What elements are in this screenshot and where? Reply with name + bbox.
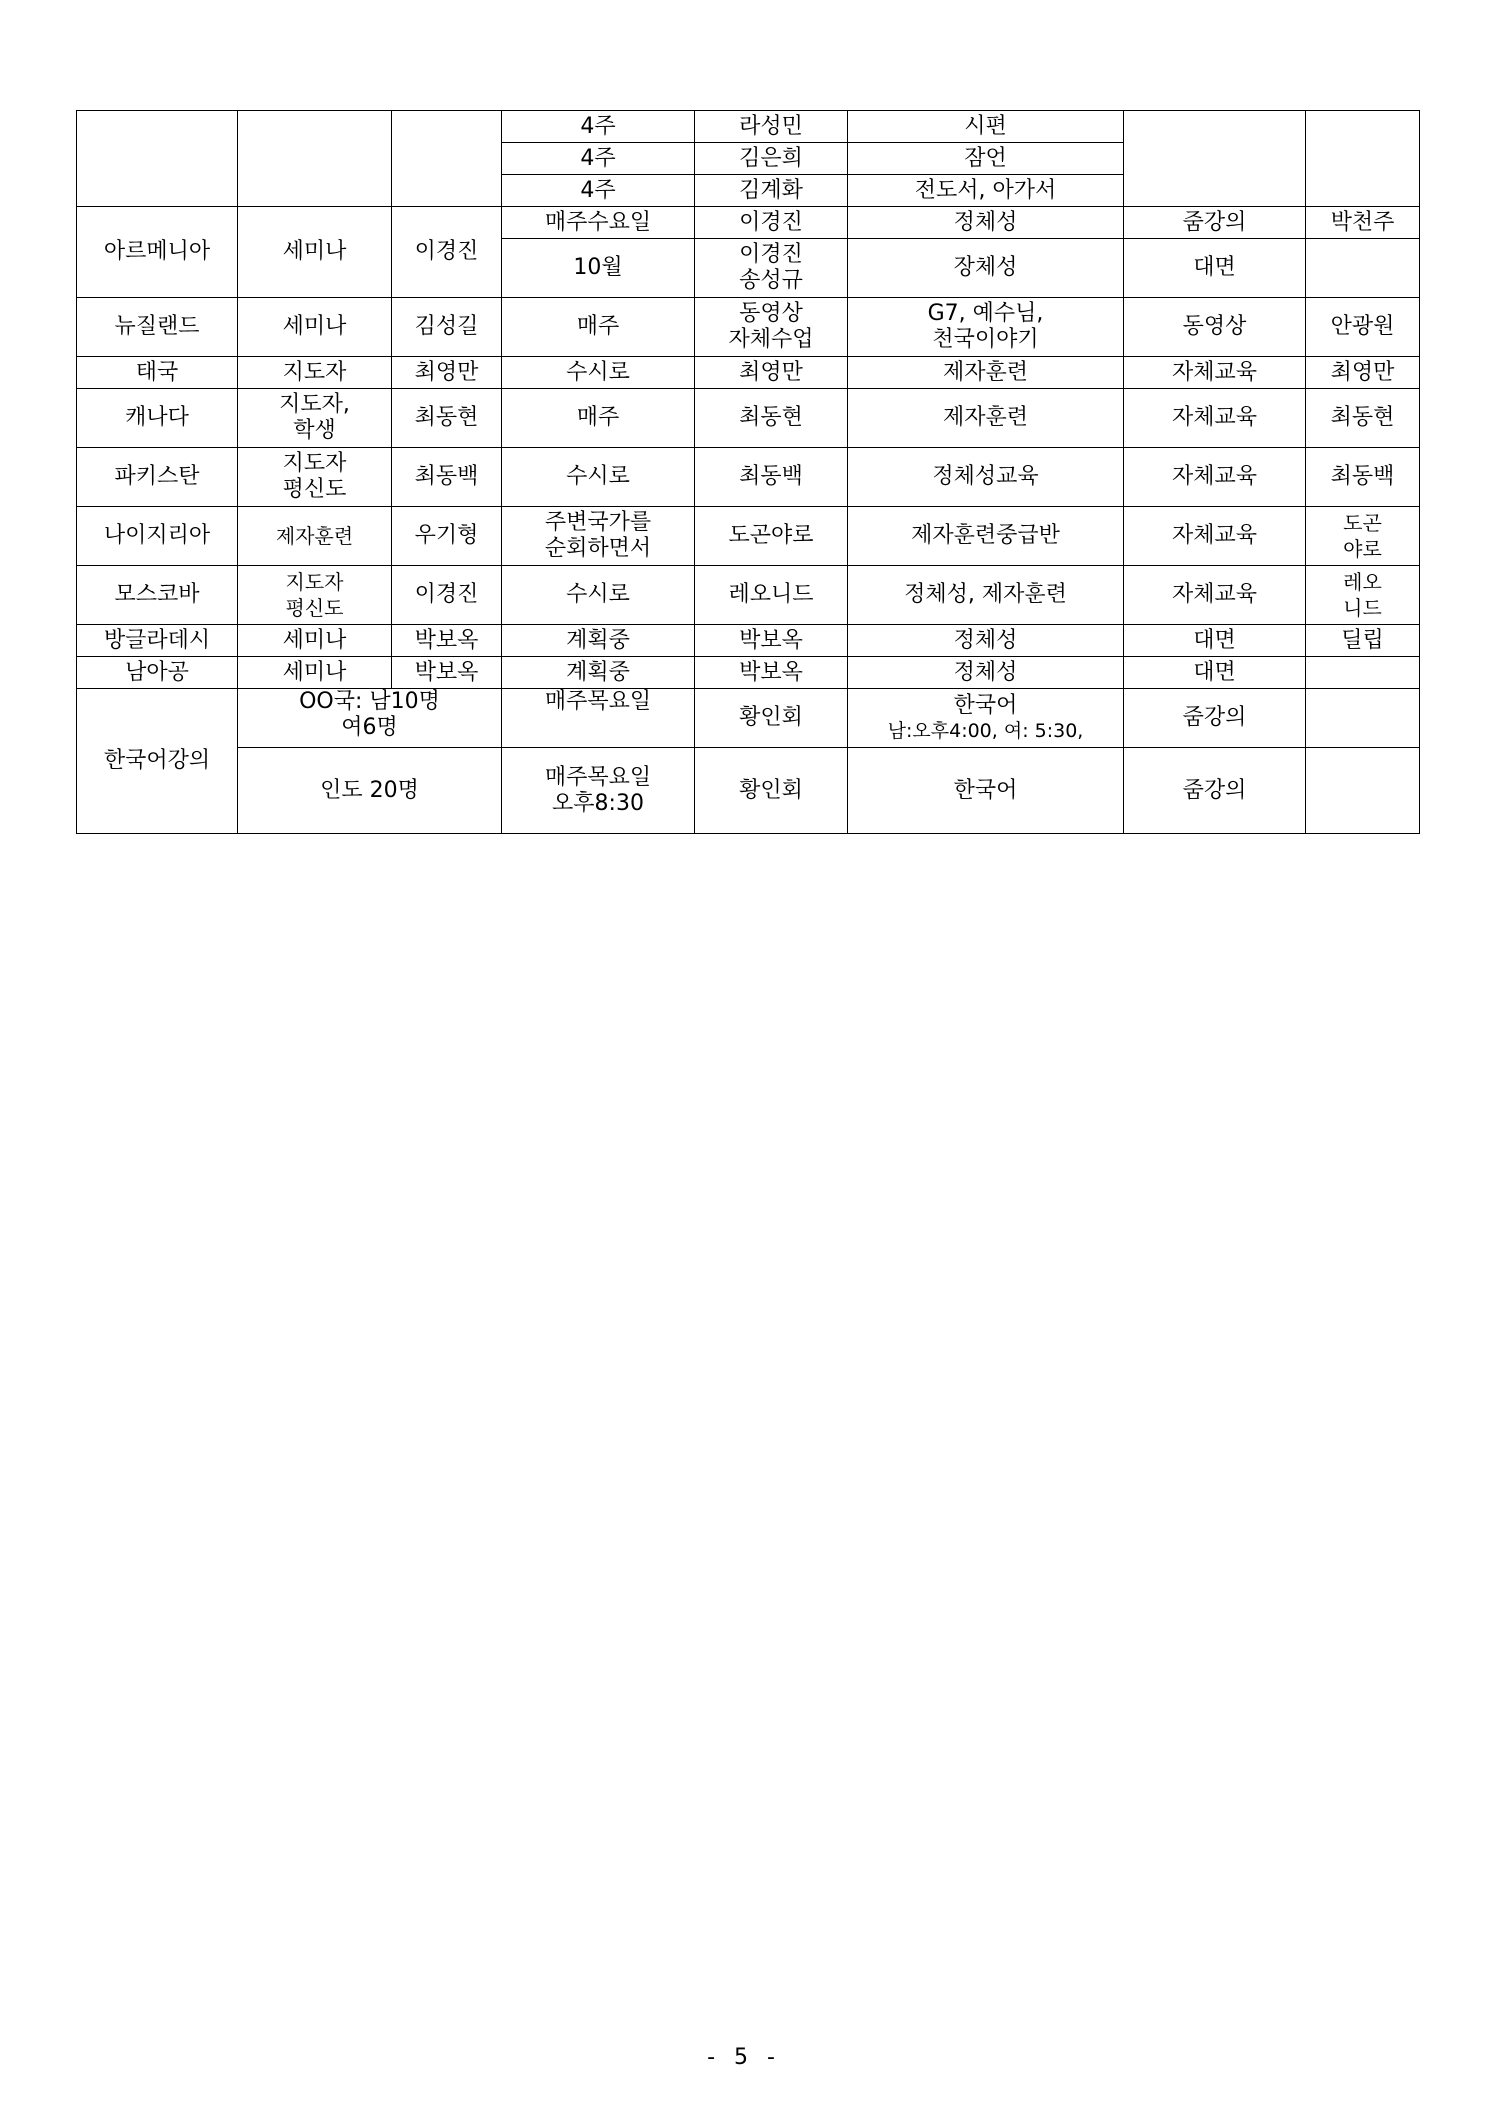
- instructor-cell: 최동백: [695, 448, 848, 507]
- manager-cell: 최영만: [392, 357, 502, 389]
- instructor-cell: 박보옥: [695, 625, 848, 657]
- content-cell: 전도서, 아가서: [848, 175, 1124, 207]
- manager-cell: 최동백: [392, 448, 502, 507]
- schedule-cell: 계획중: [502, 625, 695, 657]
- schedule-cell: 주변국가를 순회하면서: [502, 507, 695, 566]
- method-cell: [1124, 111, 1306, 207]
- country-cell: 파키스탄: [77, 448, 238, 507]
- target-cell: 제자훈련: [238, 507, 392, 566]
- instructor-cell: 김계화: [695, 175, 848, 207]
- schedule-cell: 수시로: [502, 357, 695, 389]
- schedule-cell: 10월: [502, 239, 695, 298]
- manager-cell: 김성길: [392, 298, 502, 357]
- table-row: [77, 357, 1420, 389]
- content-cell: 정체성: [848, 207, 1124, 239]
- table-row: [77, 207, 1420, 239]
- manager-cell: 이경진: [392, 566, 502, 625]
- instructor-cell: 이경진 송성규: [695, 239, 848, 298]
- method-cell: 대면: [1124, 239, 1306, 298]
- method-cell: 줌강의: [1124, 689, 1306, 748]
- content-cell: 한국어: [848, 748, 1124, 834]
- page-number: - 5 -: [707, 2045, 781, 2070]
- country-cell: 태국: [77, 357, 238, 389]
- contact-cell: [1306, 689, 1420, 748]
- schedule-cell: 수시로: [502, 566, 695, 625]
- instructor-cell: 최동현: [695, 389, 848, 448]
- country-cell: [77, 111, 238, 207]
- table-row: [77, 748, 1420, 834]
- manager-cell: 우기형: [392, 507, 502, 566]
- target-cell: OO국: 남10명 여6명: [238, 689, 502, 748]
- contact-cell: [1306, 239, 1420, 298]
- schedule-cell: 4주: [502, 143, 695, 175]
- contact-cell: [1306, 748, 1420, 834]
- instructor-cell: 도곤야로: [695, 507, 848, 566]
- method-cell: 자체교육: [1124, 507, 1306, 566]
- target-cell: 세미나: [238, 298, 392, 357]
- contact-cell: 최동백: [1306, 448, 1420, 507]
- schedule-cell: 매주목요일 오후8:30: [502, 748, 695, 834]
- contact-cell: [1306, 657, 1420, 689]
- manager-cell: 최동현: [392, 389, 502, 448]
- method-cell: 대면: [1124, 625, 1306, 657]
- content-cell: 장체성: [848, 239, 1124, 298]
- contact-cell: 박천주: [1306, 207, 1420, 239]
- contact-cell: 최영만: [1306, 357, 1420, 389]
- content-cell: 제자훈련중급반: [848, 507, 1124, 566]
- instructor-cell: 최영만: [695, 357, 848, 389]
- table-row: [77, 507, 1420, 566]
- manager-cell: 이경진: [392, 207, 502, 298]
- contact-cell: 최동현: [1306, 389, 1420, 448]
- country-cell: 모스코바: [77, 566, 238, 625]
- method-cell: 줌강의: [1124, 748, 1306, 834]
- content-cell: 정체성: [848, 625, 1124, 657]
- target-cell: 세미나: [238, 207, 392, 298]
- content-cell: 잠언: [848, 143, 1124, 175]
- target-cell: 세미나: [238, 625, 392, 657]
- contact-cell: [1306, 111, 1420, 207]
- instructor-cell: 레오니드: [695, 566, 848, 625]
- schedule-cell: 수시로: [502, 448, 695, 507]
- schedule-cell: 매주: [502, 298, 695, 357]
- schedule-cell: 4주: [502, 111, 695, 143]
- table-row: [77, 689, 1420, 748]
- method-cell: 줌강의: [1124, 207, 1306, 239]
- schedule-cell: 4주: [502, 175, 695, 207]
- contact-cell: 레오 니드: [1306, 566, 1420, 625]
- country-cell: 캐나다: [77, 389, 238, 448]
- content-cell: 정체성: [848, 657, 1124, 689]
- content-cell: 제자훈련: [848, 389, 1124, 448]
- korean-course-label: 한국어강의: [77, 689, 238, 834]
- target-cell: 지도자, 학생: [238, 389, 392, 448]
- instructor-cell: 박보옥: [695, 657, 848, 689]
- instructor-cell: 황인회: [695, 748, 848, 834]
- country-cell: 뉴질랜드: [77, 298, 238, 357]
- contact-cell: 딜립: [1306, 625, 1420, 657]
- content-main: 한국어: [953, 693, 1018, 718]
- schedule-cell: 매주목요일: [502, 689, 695, 748]
- method-cell: 자체교육: [1124, 566, 1306, 625]
- target-cell: [238, 111, 392, 207]
- content-cell: [848, 689, 1124, 748]
- table-row: [77, 298, 1420, 357]
- country-cell: 나이지리아: [77, 507, 238, 566]
- method-cell: 자체교육: [1124, 389, 1306, 448]
- instructor-cell: 김은희: [695, 143, 848, 175]
- target-cell: 지도자: [238, 357, 392, 389]
- table-row: [77, 657, 1420, 689]
- table-row: [77, 625, 1420, 657]
- method-cell: 자체교육: [1124, 448, 1306, 507]
- manager-cell: 박보옥: [392, 657, 502, 689]
- schedule-cell: 매주수요일: [502, 207, 695, 239]
- schedule-cell: 매주: [502, 389, 695, 448]
- target-cell: 지도자 평신도: [238, 448, 392, 507]
- content-cell: 정체성교육: [848, 448, 1124, 507]
- instructor-cell: 이경진: [695, 207, 848, 239]
- target-cell: 지도자 평신도: [238, 566, 392, 625]
- target-cell: 세미나: [238, 657, 392, 689]
- content-cell: 시편: [848, 111, 1124, 143]
- method-cell: 자체교육: [1124, 357, 1306, 389]
- table-row: [77, 389, 1420, 448]
- country-cell: 아르메니아: [77, 207, 238, 298]
- instructor-cell: 황인회: [695, 689, 848, 748]
- schedule-table: [76, 110, 1420, 834]
- contact-cell: 안광원: [1306, 298, 1420, 357]
- country-cell: 방글라데시: [77, 625, 238, 657]
- method-cell: 동영상: [1124, 298, 1306, 357]
- country-cell: 남아공: [77, 657, 238, 689]
- table-row: [77, 566, 1420, 625]
- table-row: [77, 111, 1420, 143]
- contact-cell: 도곤 야로: [1306, 507, 1420, 566]
- instructor-cell: 동영상 자체수업: [695, 298, 848, 357]
- schedule-cell: 계획중: [502, 657, 695, 689]
- manager-cell: [392, 111, 502, 207]
- content-cell: G7, 예수님, 천국이야기: [848, 298, 1124, 357]
- method-cell: 대면: [1124, 657, 1306, 689]
- content-time: 남:오후4:00, 여: 5:30,: [887, 720, 1084, 742]
- instructor-cell: 라성민: [695, 111, 848, 143]
- content-cell: 정체성, 제자훈련: [848, 566, 1124, 625]
- content-cell: 제자훈련: [848, 357, 1124, 389]
- manager-cell: 박보옥: [392, 625, 502, 657]
- target-cell: 인도 20명: [238, 748, 502, 834]
- table-row: [77, 448, 1420, 507]
